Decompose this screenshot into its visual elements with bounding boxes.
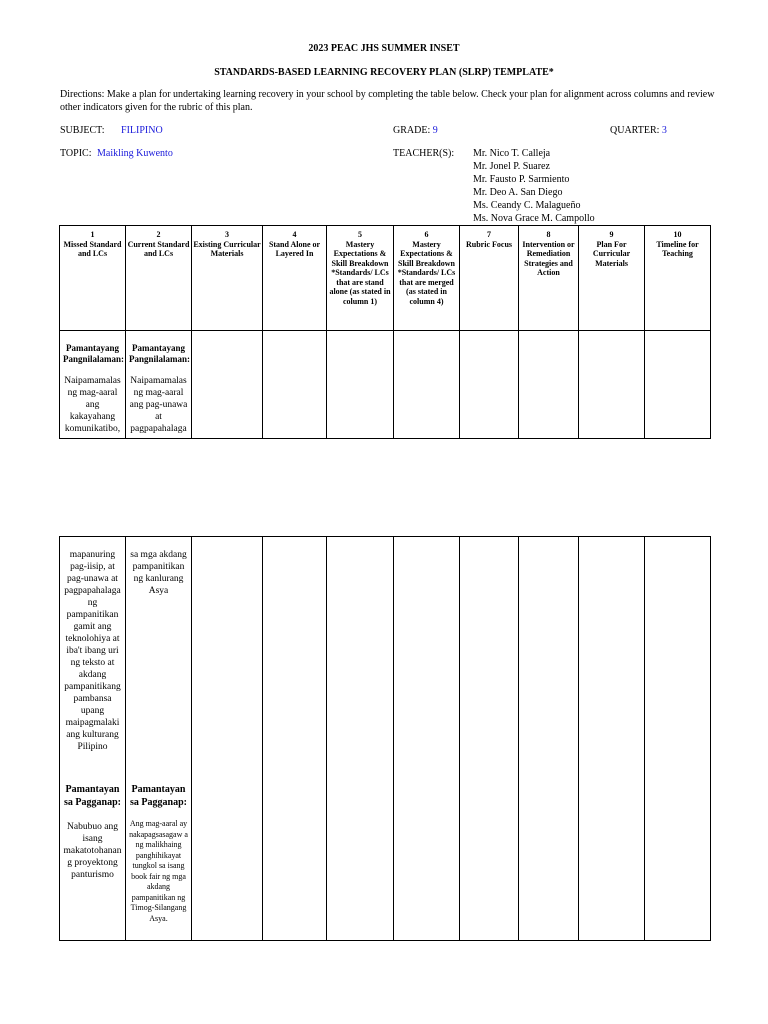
topic-value: Maikling Kuwento xyxy=(97,148,173,159)
empty-cell xyxy=(192,537,263,941)
empty-cell xyxy=(645,331,711,439)
quarter-label: QUARTER: xyxy=(610,125,660,136)
teachers-list xyxy=(473,147,595,225)
subject-field xyxy=(60,124,163,137)
subject-value: FILIPINO xyxy=(121,125,163,136)
missed-standard-cell: Pamantayang Pangnilalaman: Naipamamalas ng mag-aaral ang kakayahang komunikatibo, xyxy=(60,331,126,439)
teacher-name: Mr. Jonel P. Suarez xyxy=(473,161,550,172)
teachers-label: TEACHER(S): xyxy=(393,148,455,159)
empty-cell xyxy=(579,331,645,439)
slrp-table-page2 xyxy=(59,536,711,941)
current-standard-cell: Pamantayang Pangnilalaman: Naipamamalas ng mag-aaral ang pag-unawa at pagpapahalaga xyxy=(126,331,192,439)
empty-cell xyxy=(460,331,519,439)
empty-cell xyxy=(460,537,519,941)
teacher-name: Mr. Nico T. Calleja xyxy=(473,148,551,159)
empty-cell xyxy=(579,537,645,941)
document-subtitle: STANDARDS-BASED LEARNING RECOVERY PLAN (SLRP) TEMPLATE* xyxy=(214,67,554,78)
topic-label: TOPIC: xyxy=(60,148,92,159)
header-cell: 2 Current Standard and LCs xyxy=(126,226,192,331)
empty-cell xyxy=(263,537,327,941)
teacher-name: Mr. Deo A. San Diego xyxy=(473,187,563,198)
empty-cell xyxy=(394,537,460,941)
subject-label: SUBJECT: xyxy=(60,125,105,136)
teacher-name: Ms. Nova Grace M. Campollo xyxy=(473,213,595,224)
table-row xyxy=(60,537,711,941)
directions-text: Directions: Make a plan for undertaking learning recovery in your school by completing the table below. Check your plan for alignment across columns and review other indicators given for the rubric of this plan. xyxy=(60,89,715,113)
header-cell: 10 Timeline for Teaching xyxy=(645,226,711,331)
header-cell: 6 Mastery Expectations & Skill Breakdown *Standards/ LCs that are merged (as stated in column 4) xyxy=(394,226,460,331)
empty-cell xyxy=(394,331,460,439)
grade-value: 9 xyxy=(432,125,438,136)
teacher-name: Mr. Fausto P. Sarmiento xyxy=(473,174,570,185)
header-cell: 9 Plan For Curricular Materials xyxy=(579,226,645,331)
empty-cell xyxy=(645,537,711,941)
grade-field xyxy=(393,124,438,137)
missed-standard-cell: mapanuring pag-iisip, at pag-unawa at pagpapahalaga ng pampanitikan gamit ang teknolohiya at iba't ibang uri ng teksto at akdang pampanitikang pambansa upang maipagmalaki ang kulturang Pilipino Pamantayan sa Pagganap: Nabubuo ang isang makatotohanan g proyektong panturismo xyxy=(60,537,126,941)
quarter-field xyxy=(610,124,667,137)
header-cell: 5 Mastery Expectations & Skill Breakdown *Standards/ LCs that are stand alone (as stated in column 1) xyxy=(327,226,394,331)
teacher-name: Ms. Ceandy C. Malagueño xyxy=(473,200,581,211)
empty-cell xyxy=(519,537,579,941)
current-standard-cell: sa mga akdang pampanitikan ng kanlurang Asya Pamantayan sa Pagganap: Ang mag-aaral ay nakapagsasagaw a ng malikhaing panghihikayat tungkol sa isang book fair ng mga akdang pampanitikan ng Timog-Silangang Asya. xyxy=(126,537,192,941)
header-cell: 1 Missed Standard and LCs xyxy=(60,226,126,331)
grade-label: GRADE: xyxy=(393,125,431,136)
empty-cell xyxy=(192,331,263,439)
header-cell: 4 Stand Alone or Layered In xyxy=(263,226,327,331)
header-cell: 8 Intervention or Remediation Strategies and Action xyxy=(519,226,579,331)
document-title: 2023 PEAC JHS SUMMER INSET xyxy=(308,43,460,54)
header-cell: 7 Rubric Focus xyxy=(460,226,519,331)
slrp-table-page1 xyxy=(59,225,711,439)
header-cell: 3 Existing Curricular Materials xyxy=(192,226,263,331)
empty-cell xyxy=(263,331,327,439)
empty-cell xyxy=(327,537,394,941)
quarter-value: 3 xyxy=(661,125,667,136)
topic-field xyxy=(60,147,173,160)
table-header-row xyxy=(60,226,711,331)
empty-cell xyxy=(519,331,579,439)
empty-cell xyxy=(327,331,394,439)
table-row xyxy=(60,331,711,439)
